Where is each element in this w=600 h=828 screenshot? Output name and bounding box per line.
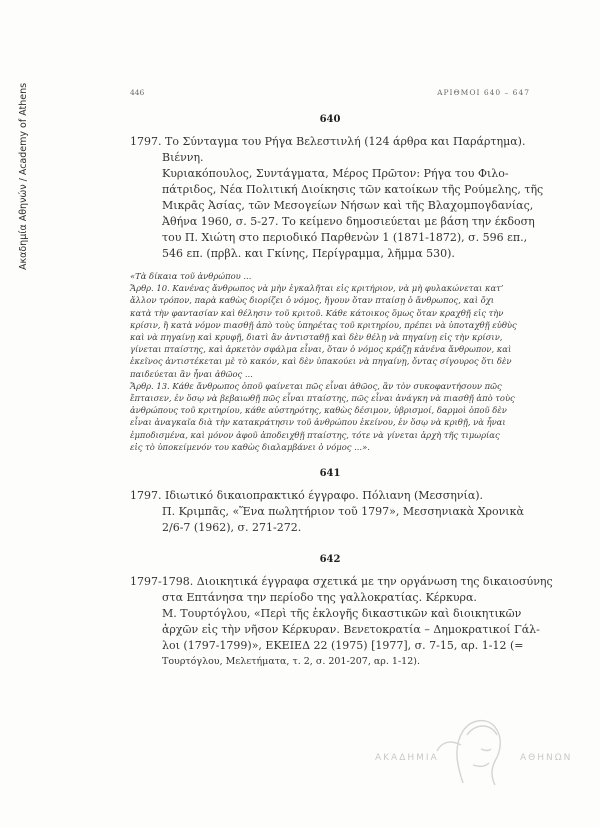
running-title: ΑΡΙΘΜΟΙ 640 – 647 <box>437 88 530 97</box>
quote-line: ἐμποδισμένα, καὶ μόνον ἀφοῦ ἀποδειχθῇ πταίστης, τότε νὰ γίνεται ἀρχὴ τῆς τιμωρίας <box>130 429 500 440</box>
entry-number-642: 642 <box>319 554 341 566</box>
academy-logo-watermark <box>345 705 595 795</box>
entry-642-heading: 1797-1798. Διοικητικά έγγραφα σχετικά με την οργάνωση της δικαιοσύνης <box>130 575 553 589</box>
page-body <box>130 88 553 670</box>
entry-640-quote <box>130 270 530 453</box>
page-number: 446 <box>130 88 145 97</box>
entry-640-citation-line: 546 επ. (πρβλ. και Γκίνης, Περίγραμμα, λῆμμα 530). <box>162 247 455 260</box>
quote-line: κατὰ τὴν φαντασίαν καὶ θέλησιν τοῦ κριτοῦ. Κάθε κάτοικος ὅμως ὅταν κραχθῇ εἰς τὴν <box>130 307 504 318</box>
entry-642-citation-line: Τουρτόγλου, Μελετήματα, τ. 2, σ. 201-207, αρ. 1-12). <box>162 656 420 668</box>
entry-640-citation-line: Μικρᾶς Ἀσίας, τῶν Μεσογείων Νήσων καὶ τῆς Βλαχομπογδανίας, <box>162 199 534 212</box>
entry-641-citation-line: Π. Κριμπᾶς, «Ἕνα πωλητήριον τοῦ 1797», Μεσσηνιακὰ Χρονικὰ <box>162 505 524 519</box>
quote-line: «Τὰ δίκαια τοῦ ἀνθρώπου ... <box>130 271 252 281</box>
entry-number-641: 641 <box>319 468 341 480</box>
quote-line: Ἄρθρ. 10. Κανένας ἄνθρωπος νὰ μὴν ἐγκαλῆται εἰς κριτήριον, νὰ μὴ φυλακώνεται κατ’ <box>130 283 504 294</box>
entry-640-heading-cont: Βιέννη. <box>162 151 204 164</box>
quote-line: Ἄρθρ. 13. Κάθε ἄνθρωπος ὁποῦ φαίνεται πῶς εἶναι ἀθῶος, ἂν τὸν συκοφαντήσουν πῶς <box>130 380 502 391</box>
entry-640-heading: 1797. Το Σύνταγμα του Ρήγα Βελεστινλή (124 άρθρα και Παράρτημα). <box>130 135 526 148</box>
logo-text-left: ΑΚΑΔΗΜΙΑ <box>375 753 439 763</box>
quote-line: ἔπταισεν, ἐν ὅσῳ νὰ βεβαιωθῇ πῶς εἶναι πταίστης, πῶς εἶναι ἀνάγκη νὰ πιασθῇ ἀπὸ τοὺς <box>130 393 515 404</box>
quote-line: καὶ νὰ πηγαίνῃ καὶ κρυφῇ, διατὶ ἂν ἀντισταθῇ καὶ δὲν θέλῃ νὰ πηγαίνῃ εἰς τὴν κρίσιν, <box>130 332 503 343</box>
entry-642-citation-line: λοι (1797-1799)», ΕΚΕΙΕΔ 22 (1975) [1977], σ. 7-15, αρ. 1-12 (= <box>162 639 524 653</box>
entry-642-citation-line: ἀρχῶν εἰς τὴν νῆσον Κέρκυραν. Βενετοκρατία – Δημοκρατικοί Γάλ- <box>162 623 540 637</box>
quote-line: ἐκεῖνος ἀντιστέκεται μὲ τὸ κακόν, καὶ δὲν ὑπακούει νὰ πηγαίνῃ, ὄντας σίγουρος ὅτι δὲν <box>130 356 512 367</box>
entry-640-citation-line: Ἀθήνα 1960, σ. 5-27. Το κείμενο δημοσιεύεται με βάση την έκδοση <box>162 215 535 228</box>
quote-line: παιδεύεται ἂν ἦναι ἀθῶος ... <box>130 368 253 379</box>
quote-line: εἰς τὸ ὑποκείμενόν του καθὼς διαλαμβάνει ὁ νόμος ...». <box>130 441 370 452</box>
athena-head-icon <box>345 705 595 795</box>
quote-line: γίνεται πταίστης, καὶ ἀρκετὸν σφάλμα εἶναι, ὅταν ὁ νόμος κράζῃ κἀνένα ἄνθρωπον, καὶ <box>130 344 512 355</box>
entry-number-640: 640 <box>319 114 341 125</box>
logo-text-right: ΑΘΗΝΩΝ <box>520 753 573 763</box>
entry-641-heading: 1797. Ιδιωτικό δικαιοπρακτικό έγγραφο. Πόλιανη (Μεσσηνία). <box>130 489 484 503</box>
quote-line: ἀνθρώπους τοῦ κριτηρίου, κάθε αὐστηρότης, καθὼς δέσιμον, ὑβρισμοί, δαρμοὶ ὁποῦ δὲν <box>130 405 507 416</box>
quote-line: ἄλλον τρόπον, παρὰ καθὼς διορίζει ὁ νόμος, ἤγουν ὅταν πταίσῃ ὁ ἄνθρωπος, καὶ ὄχι <box>130 295 495 306</box>
entry-640-citation-line: του Π. Χιώτη στο περιοδικό Παρθενὼν 1 (1871-1872), σ. 596 επ., <box>162 231 528 244</box>
entry-641-citation-line: 2/6-7 (1962), σ. 271-272. <box>162 521 302 535</box>
sidebar-watermark <box>4 30 34 330</box>
entry-640-citation-line: πάτριδος, Νέα Πολιτική Διοίκησις τῶν κατοίκων τῆς Ρούμελης, τῆς <box>162 183 544 196</box>
running-head <box>130 88 530 102</box>
sidebar-text: Ακαδημία Αθηνών / Academy of Athens <box>18 82 29 270</box>
entry-642-heading-cont: στα Επτάνησα την περίοδο της γαλλοκρατίας. Κέρκυρα. <box>162 591 477 605</box>
quote-line: εἶναι ἀναγκαῖα διὰ τὴν κατακράτησιν τοῦ ἀνθρώπου ἐκείνου, ἐν ὅσῳ νὰ κριθῇ, νὰ ἦναι <box>130 417 506 428</box>
quote-line: κρίσιν, ἢ κατὰ νόμον πιασθῇ ἀπὸ τοὺς ὑπηρέτας τοῦ κριτηρίου, πρέπει νὰ ὑποταχθῇ εὐθὺς <box>130 319 517 330</box>
entry-642-citation-line: Μ. Τουρτόγλου, «Περὶ τῆς ἐκλογῆς δικαστικῶν καὶ διοικητικῶν <box>162 607 522 621</box>
entry-640-citation-line: Κυριακόπουλος, Συντάγματα, Μέρος Πρῶτον: Ρήγα του Φιλο- <box>162 167 509 180</box>
